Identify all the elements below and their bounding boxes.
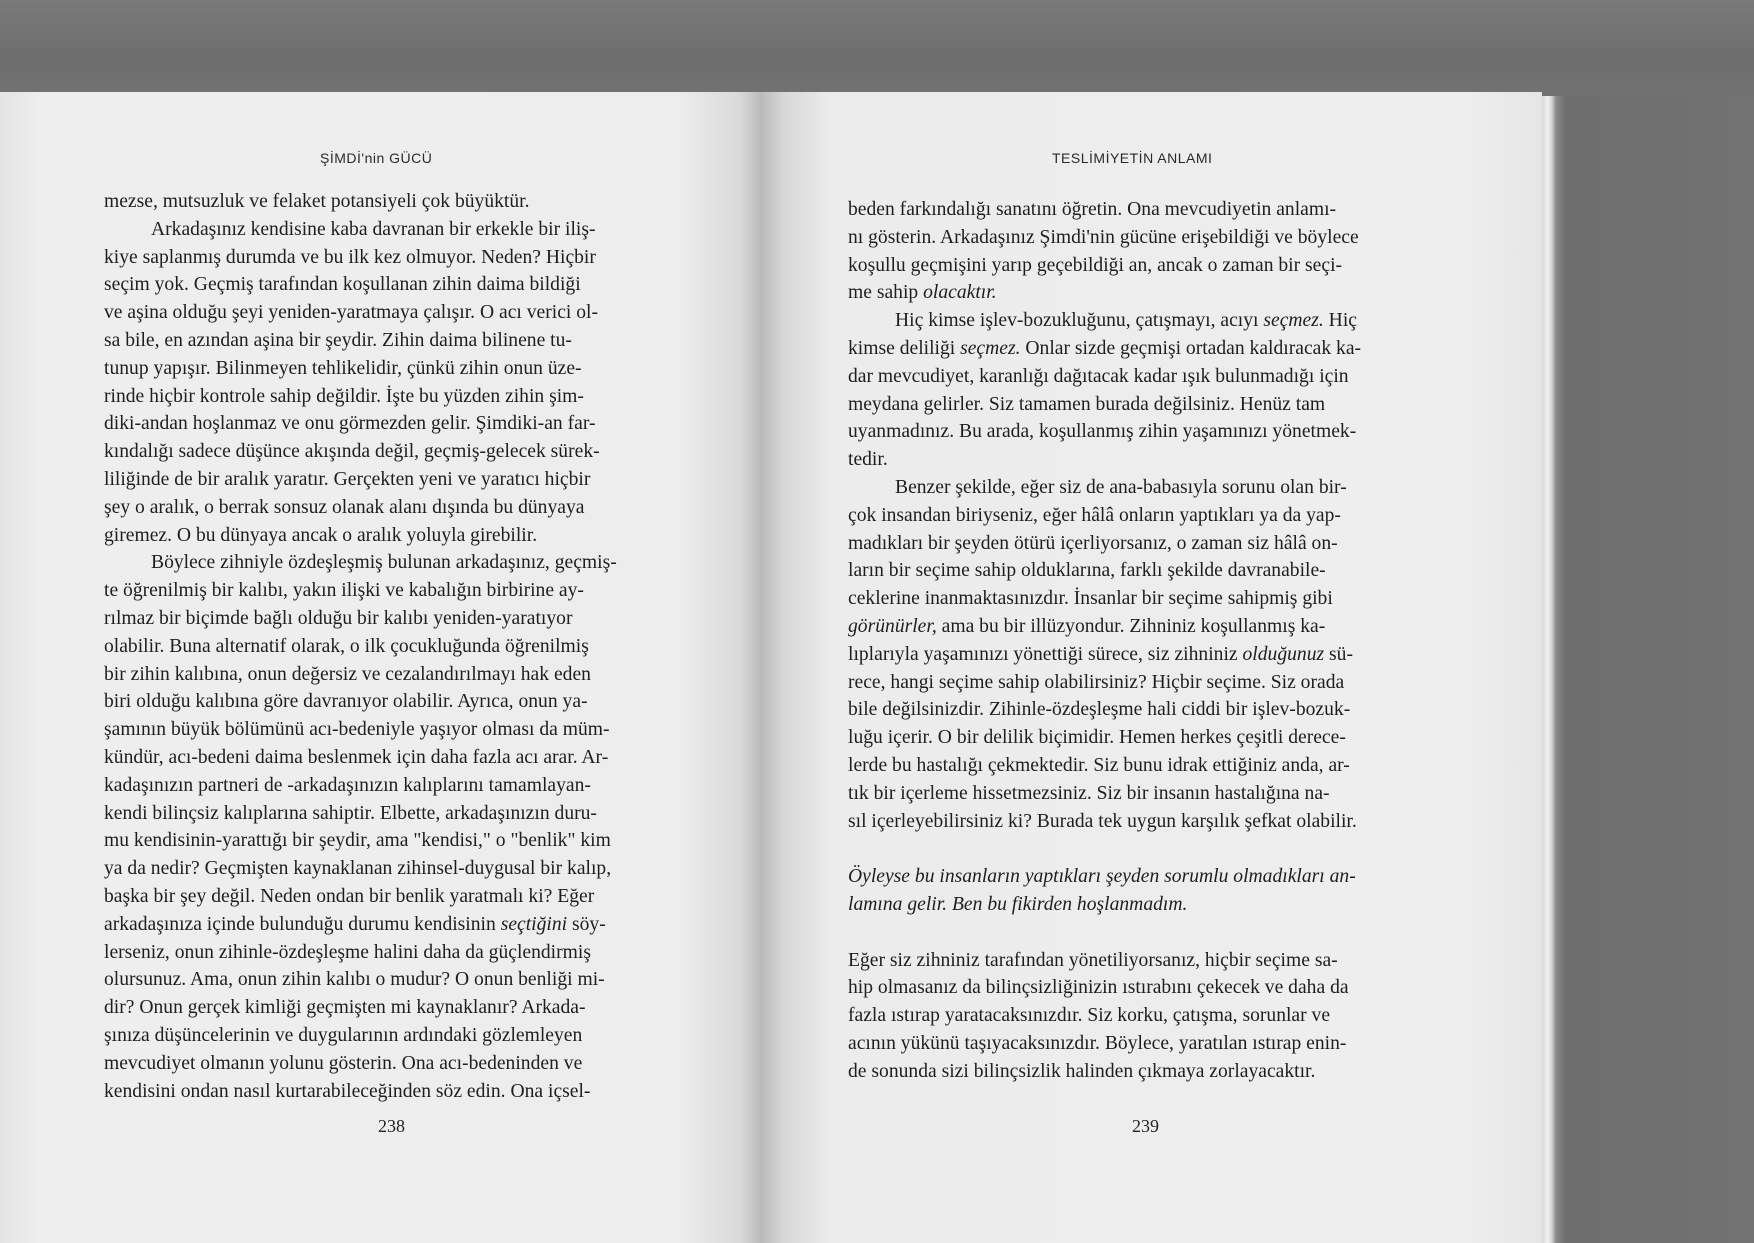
- text-line: [848, 252, 1458, 280]
- text-run: Onlar sizde geçmişi ortadan kaldıracak ka-: [1020, 337, 1362, 359]
- text-run: söy-: [567, 913, 606, 935]
- text-line: [848, 863, 1458, 891]
- text-line: [104, 271, 704, 299]
- text-line: [104, 883, 704, 911]
- text-line: [104, 855, 704, 883]
- text-run: Böylece zihniyle özdeşleşmiş bulunan arkadaşınız, geçmiş-: [151, 552, 617, 574]
- text-line: [104, 994, 704, 1022]
- text-run: de sonunda sizi bilinçsizlik halinden çıkmaya zorlayacaktır.: [848, 1060, 1316, 1082]
- italic-text-run: lamına gelir. Ben bu fikirden hoşlanmadım.: [848, 893, 1188, 915]
- text-line: [104, 1050, 704, 1078]
- text-run: mevcudiyet olmanın yolunu gösterin. Ona acı-bedeninden ve: [104, 1052, 583, 1074]
- text-run: te öğrenilmiş bir kalıbı, yakın ilişki ve kabalığın birbirine ay-: [104, 580, 584, 602]
- text-run: giremez. O bu dünyaya ancak o aralık yoluyla girebilir.: [104, 524, 538, 546]
- text-run: tık bir içerleme hissetmezsiniz. Siz bir insanın hastalığına na-: [848, 782, 1330, 804]
- text-run: kadaşınızın partneri de -arkadaşınızın kalıplarını tamamlayan-: [104, 774, 591, 796]
- text-line: [104, 299, 704, 327]
- text-line: [848, 196, 1458, 224]
- text-line: [848, 641, 1458, 669]
- text-run: olursunuz. Ama, onun zihin kalıbı o mudur? O onun benliği mi-: [104, 969, 605, 991]
- text-line: [104, 188, 704, 216]
- text-run: mu kendisinin-yarattığı bir şeydir, ama "kendisi," o "benlik" kim: [104, 830, 611, 852]
- text-line: [104, 494, 704, 522]
- text-run: bir zihin kalıbına, onun değersiz ve cezalandırılmayı hak eden: [104, 663, 591, 685]
- italic-text-run: olacaktır.: [923, 282, 997, 304]
- text-line: [104, 438, 704, 466]
- text-run: kimse deliliği: [848, 337, 961, 359]
- text-run: kındalığı sadece düşünce akışında değil, geçmiş-gelecek sürek-: [104, 441, 600, 463]
- text-run: Hiç: [1323, 310, 1357, 332]
- text-run: liliğinde de bir aralık yaratır. Gerçekten yeni ve yaratıcı hiçbir: [104, 468, 591, 490]
- text-run: rinde hiçbir kontrole sahip değildir. İşte bu yüzden zihin şim-: [104, 385, 584, 407]
- text-line: [848, 613, 1458, 641]
- text-line: [104, 355, 704, 383]
- text-line: [848, 279, 1458, 307]
- text-run: lıplarıyla yaşamınızı yönettiği sürece, siz zihniniz: [848, 643, 1243, 665]
- text-run: dar mevcudiyet, karanlığı dağıtacak kadar ışık bulunmadığı için: [848, 365, 1349, 387]
- text-line: [848, 752, 1458, 780]
- text-run: kendisini ondan nasıl kurtarabileceğinden söz edin. Ona içsel-: [104, 1080, 591, 1102]
- text-line: [848, 1030, 1458, 1058]
- text-line: [848, 391, 1458, 419]
- text-run: diki-andan hoşlanmaz ve onu görmezden gelir. Şimdiki-an far-: [104, 413, 596, 435]
- text-run: şamının büyük bölümünü acı-bedeniyle yaşıyor olması da müm-: [104, 719, 610, 741]
- text-run: nı gösterin. Arkadaşınız Şimdi'nin gücüne erişebildiği ve böylece: [848, 226, 1359, 248]
- left-running-head: ŞİMDİ'nin GÜCÜ: [320, 150, 433, 166]
- text-run: rılmaz bir biçimde bağlı olduğu bir kalıbı yeniden-yaratıyor: [104, 607, 573, 629]
- italic-text-run: seçmez.: [1263, 310, 1324, 332]
- text-line: [104, 605, 704, 633]
- text-line: [104, 661, 704, 689]
- text-line: [848, 891, 1458, 919]
- text-run: lerseniz, onun zihinle-özdeşleşme halini daha da güçlendirmiş: [104, 941, 591, 963]
- text-run: acının yükünü taşıyacaksınızdır. Böylece, yaratılan ıstırap enin-: [848, 1032, 1347, 1054]
- text-line: [104, 827, 704, 855]
- text-line: [104, 383, 704, 411]
- text-run: sıl içerleyebilirsiniz ki? Burada tek uygun karşılık şefkat olabilir.: [848, 810, 1357, 832]
- italic-text-run: görünürler,: [848, 615, 937, 637]
- text-run: me sahip: [848, 282, 924, 304]
- paragraph-gap: [848, 919, 1458, 947]
- text-line: [848, 557, 1458, 585]
- text-line: [848, 307, 1458, 335]
- italic-text-run: olduğunuz: [1242, 643, 1325, 665]
- text-line: [104, 688, 704, 716]
- text-run: şınıza düşüncelerinin ve duygularının ardındaki gözlemleyen: [104, 1024, 583, 1046]
- left-page-body: [104, 188, 704, 1105]
- text-line: [848, 696, 1458, 724]
- text-run: başka bir şey değil. Neden ondan bir benlik yaratmalı ki? Eğer: [104, 885, 595, 907]
- text-run: kündür, acı-bedeni daima beslenmek için daha fazla acı arar. Ar-: [104, 746, 609, 768]
- text-run: ların bir seçime sahip olduklarına, farklı şekilde davranabile-: [848, 560, 1326, 582]
- text-line: [104, 216, 704, 244]
- text-run: olabilir. Buna alternatif olarak, o ilk çocukluğunda öğrenilmiş: [104, 635, 589, 657]
- text-line: [104, 1022, 704, 1050]
- text-run: lerde bu hastalığı çekmektedir. Siz bunu idrak ettiğiniz anda, ar-: [848, 754, 1350, 776]
- text-run: beden farkındalığı sanatını öğretin. Ona mevcudiyetin anlamı-: [848, 199, 1337, 220]
- text-line: [104, 1078, 704, 1106]
- text-run: dir? Onun gerçek kimliği geçmişten mi kaynaklanır? Arkada-: [104, 997, 586, 1019]
- text-run: ceklerine inanmaktasınızdır. İnsanlar bir seçime sahipmiş gibi: [848, 588, 1333, 610]
- text-line: [848, 669, 1458, 697]
- text-run: çok insandan biriyseniz, eğer hâlâ onların yaptıkları ya da yap-: [848, 504, 1341, 526]
- text-line: [848, 1058, 1458, 1086]
- text-run: şey o aralık, o berrak sonsuz olanak alanı dışında bu dünyaya: [104, 496, 585, 518]
- text-line: [104, 410, 704, 438]
- italic-text-run: seçtiğini: [500, 913, 568, 935]
- text-line: [104, 633, 704, 661]
- text-line: [104, 716, 704, 744]
- text-run: madıkları bir şeyden ötürü içerliyorsanız, o zaman siz hâlâ on-: [848, 532, 1338, 554]
- text-run: sa bile, en azından aşina bir şeydir. Zihin daima bilinene tu-: [104, 329, 572, 351]
- text-run: ya da nedir? Geçmişten kaynaklanan zihinsel-duygusal bir kalıp,: [104, 858, 612, 880]
- paragraph-gap: [848, 835, 1458, 863]
- text-line: [848, 585, 1458, 613]
- text-line: [104, 244, 704, 272]
- text-line: [104, 772, 704, 800]
- text-line: [848, 446, 1458, 474]
- text-run: kiye saplanmış durumda ve bu ilk kez olmuyor. Neden? Hiçbir: [104, 246, 596, 268]
- text-line: [104, 966, 704, 994]
- text-run: luğu içerir. O bir delilik biçimidir. Hemen herkes çeşitli derece-: [848, 727, 1346, 749]
- text-line: [848, 530, 1458, 558]
- page-edge: [1542, 96, 1754, 1243]
- text-line: [848, 474, 1458, 502]
- text-run: Hiç kimse işlev-bozukluğunu, çatışmayı, acıyı: [895, 310, 1264, 332]
- italic-text-run: Öyleyse bu insanların yaptıkları şeyden sorumlu olmadıkları an-: [848, 866, 1356, 888]
- text-run: biri olduğu kalıbına göre davranıyor olabilir. Ayrıca, onun ya-: [104, 691, 588, 713]
- text-line: [848, 224, 1458, 252]
- text-line: [104, 800, 704, 828]
- text-line: [848, 418, 1458, 446]
- text-run: meydana gelirler. Siz tamamen burada değilsiniz. Henüz tam: [848, 393, 1326, 415]
- text-line: [848, 974, 1458, 1002]
- text-run: mezse, mutsuzluk ve felaket potansiyeli çok büyüktür.: [104, 191, 530, 212]
- text-run: hip olmasanız da bilinçsizliğinizin ıstırabını çekecek ve daha da: [848, 977, 1349, 999]
- text-run: Arkadaşınız kendisine kaba davranan bir erkekle bir iliş-: [151, 218, 596, 240]
- text-line: [104, 522, 704, 550]
- text-run: arkadaşınıza içinde bulunduğu durumu kendisinin: [104, 913, 501, 935]
- right-page-number: 239: [1132, 1116, 1159, 1136]
- text-run: koşullu geçmişini yarıp geçebildiği an, ancak o zaman bir seçi-: [848, 254, 1343, 276]
- text-run: tunup yapışır. Bilinmeyen tehlikelidir, çünkü zihin onun üze-: [104, 357, 582, 379]
- text-line: [848, 502, 1458, 530]
- text-run: uyanmadınız. Bu arada, koşullanmış zihin yaşamınızı yönetmek-: [848, 421, 1357, 443]
- text-line: [848, 780, 1458, 808]
- text-run: bile değilsinizdir. Zihinle-özdeşleşme hali ciddi bir işlev-bozuk-: [848, 699, 1351, 721]
- text-run: seçim yok. Geçmiş tarafından koşullanan zihin daima bildiği: [104, 274, 581, 296]
- text-line: [104, 577, 704, 605]
- right-running-head: TESLİMİYETİN ANLAMI: [1052, 150, 1213, 166]
- text-line: [104, 911, 704, 939]
- text-line: [104, 549, 704, 577]
- italic-text-run: seçmez.: [960, 337, 1021, 359]
- text-line: [104, 466, 704, 494]
- text-line: [104, 744, 704, 772]
- left-page-number: 238: [378, 1116, 405, 1136]
- right-page-body: [848, 196, 1458, 1086]
- text-run: Benzer şekilde, eğer siz de ana-babasıyla sorunu olan bir-: [895, 476, 1347, 498]
- text-line: [848, 1002, 1458, 1030]
- text-run: ama bu bir illüzyondur. Zihniniz koşullanmış ka-: [936, 615, 1326, 637]
- text-line: [104, 939, 704, 967]
- text-line: [848, 335, 1458, 363]
- text-line: [848, 724, 1458, 752]
- text-run: sü-: [1324, 643, 1353, 665]
- text-run: rece, hangi seçime sahip olabilirsiniz? Hiçbir seçime. Siz orada: [848, 671, 1345, 693]
- text-run: ve aşina olduğu şeyi yeniden-yaratmaya çalışır. O acı verici ol-: [104, 302, 599, 324]
- text-line: [848, 947, 1458, 975]
- text-line: [848, 808, 1458, 836]
- text-run: fazla ıstırap yaratacaksınızdır. Siz korku, çatışma, sorunlar ve: [848, 1005, 1331, 1027]
- text-run: Eğer siz zihniniz tarafından yönetiliyorsanız, hiçbir seçime sa-: [848, 949, 1338, 971]
- text-run: tedir.: [848, 449, 888, 471]
- text-line: [848, 363, 1458, 391]
- text-line: [104, 327, 704, 355]
- text-run: kendi bilinçsiz kalıplarına sahiptir. Elbette, arkadaşınızın duru-: [104, 802, 597, 824]
